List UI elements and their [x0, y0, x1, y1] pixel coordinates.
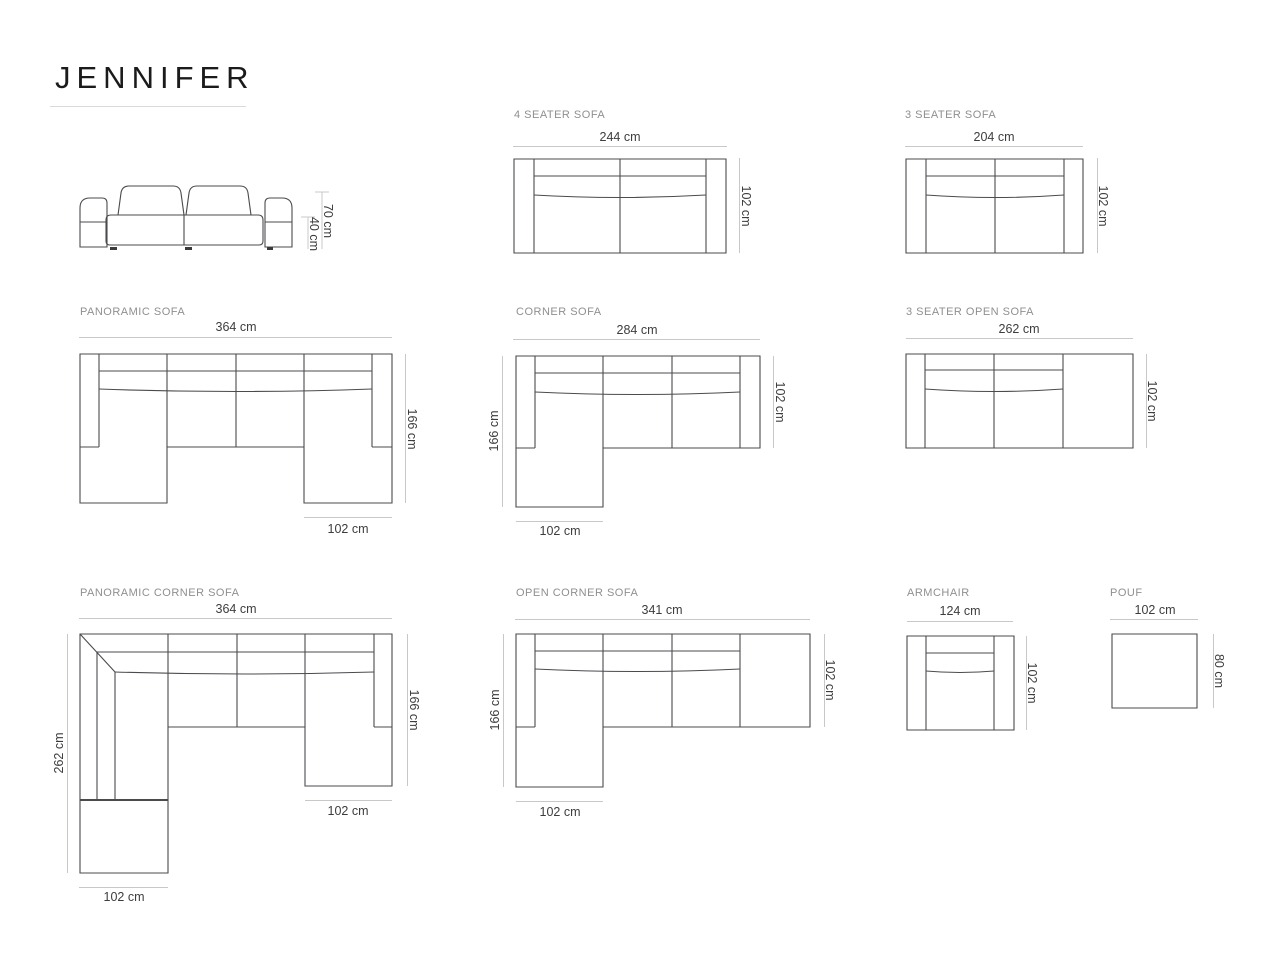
dim-line — [907, 621, 1013, 622]
outline — [1112, 634, 1197, 708]
three-seater-diagram — [904, 155, 1086, 257]
open-corner-diagram — [514, 632, 814, 790]
armchair-width-label: 124 cm — [939, 604, 981, 618]
front-view-seat-height-label: 40 cm — [307, 216, 321, 252]
back-cushion-edge — [926, 671, 994, 673]
three-seater-open-width-label: 262 cm — [998, 322, 1040, 336]
dim-line — [79, 887, 168, 888]
dim-line — [502, 356, 503, 507]
three-seater-width-label: 204 cm — [973, 130, 1015, 144]
title-underline — [50, 106, 246, 107]
corner-diagram — [514, 354, 766, 510]
four-seater-diagram — [512, 155, 744, 257]
panoramic-corner-right-depth-label: 166 cm — [407, 689, 421, 731]
dim-line — [516, 521, 603, 522]
dim-line — [503, 634, 504, 787]
three-seater-open-depth-label: 102 cm — [1145, 380, 1159, 422]
pouf-depth-label: 80 cm — [1212, 653, 1226, 689]
corner-chaise-label: 102 cm — [539, 524, 581, 538]
dim-line — [79, 618, 392, 619]
three-seater-depth-label: 102 cm — [1096, 185, 1110, 227]
pouf-title: POUF — [1110, 587, 1143, 599]
four-seater-width-label: 244 cm — [599, 130, 641, 144]
front-view-diagram — [78, 183, 340, 255]
foot — [110, 247, 117, 250]
dim-line — [1110, 619, 1198, 620]
outline — [907, 636, 1014, 730]
outline — [516, 634, 810, 787]
pouf-width-label: 102 cm — [1134, 603, 1176, 617]
back-cushion-left — [118, 186, 184, 215]
front-view-total-height-label: 70 cm — [321, 203, 335, 239]
corner-title: CORNER SOFA — [516, 306, 602, 318]
open-corner-chaise-label: 102 cm — [539, 805, 581, 819]
panoramic-corner-left-depth-label: 262 cm — [52, 732, 66, 774]
open-corner-title: OPEN CORNER SOFA — [516, 587, 639, 599]
panoramic-title: PANORAMIC SOFA — [80, 306, 186, 318]
panoramic-corner-right-chaise-label: 102 cm — [327, 804, 369, 818]
open-corner-left-depth-label: 166 cm — [488, 689, 502, 731]
panoramic-corner-diagram — [78, 630, 398, 878]
dim-line — [67, 634, 68, 873]
panoramic-chaise-label: 102 cm — [327, 522, 369, 536]
foot — [185, 247, 192, 250]
corner-width-label: 284 cm — [616, 323, 658, 337]
dim-line — [513, 339, 760, 340]
pouf-diagram — [1110, 632, 1202, 712]
panoramic-corner-left-chaise-label: 102 cm — [103, 890, 145, 904]
page-title: JENNIFER — [55, 60, 255, 95]
outline — [516, 356, 760, 507]
back-cushion-edge — [115, 672, 374, 674]
back-cushion-right — [186, 186, 251, 215]
armchair-depth-label: 102 cm — [1025, 662, 1039, 704]
four-seater-depth-label: 102 cm — [739, 185, 753, 227]
back-cushion-edge — [535, 669, 740, 672]
corner-left-depth-label: 166 cm — [487, 410, 501, 452]
open-corner-depth-label: 102 cm — [823, 659, 837, 701]
open-corner-width-label: 341 cm — [641, 603, 683, 617]
armchair-title: ARMCHAIR — [907, 587, 970, 599]
back-cushion-edge — [535, 392, 740, 395]
panoramic-corner-title: PANORAMIC CORNER SOFA — [80, 587, 240, 599]
dim-line — [79, 337, 392, 338]
dim-line — [906, 338, 1133, 339]
dim-line — [516, 801, 603, 802]
dim-line — [513, 146, 727, 147]
outline — [80, 634, 392, 873]
panoramic-corner-width-label: 364 cm — [215, 602, 257, 616]
three-seater-title: 3 SEATER SOFA — [905, 109, 997, 121]
four-seater-title: 4 SEATER SOFA — [514, 109, 606, 121]
outline — [906, 354, 1133, 448]
dim-line — [515, 619, 810, 620]
panoramic-depth-label: 166 cm — [405, 408, 419, 450]
foot — [267, 247, 273, 250]
corner-depth-label: 102 cm — [773, 381, 787, 423]
three-seater-open-title: 3 SEATER OPEN SOFA — [906, 306, 1034, 318]
panoramic-width-label: 364 cm — [215, 320, 257, 334]
dim-line — [905, 146, 1083, 147]
panoramic-diagram — [78, 350, 398, 508]
three-seater-open-diagram — [904, 350, 1140, 452]
dim-line — [304, 517, 392, 518]
armchair-diagram — [905, 634, 1017, 734]
